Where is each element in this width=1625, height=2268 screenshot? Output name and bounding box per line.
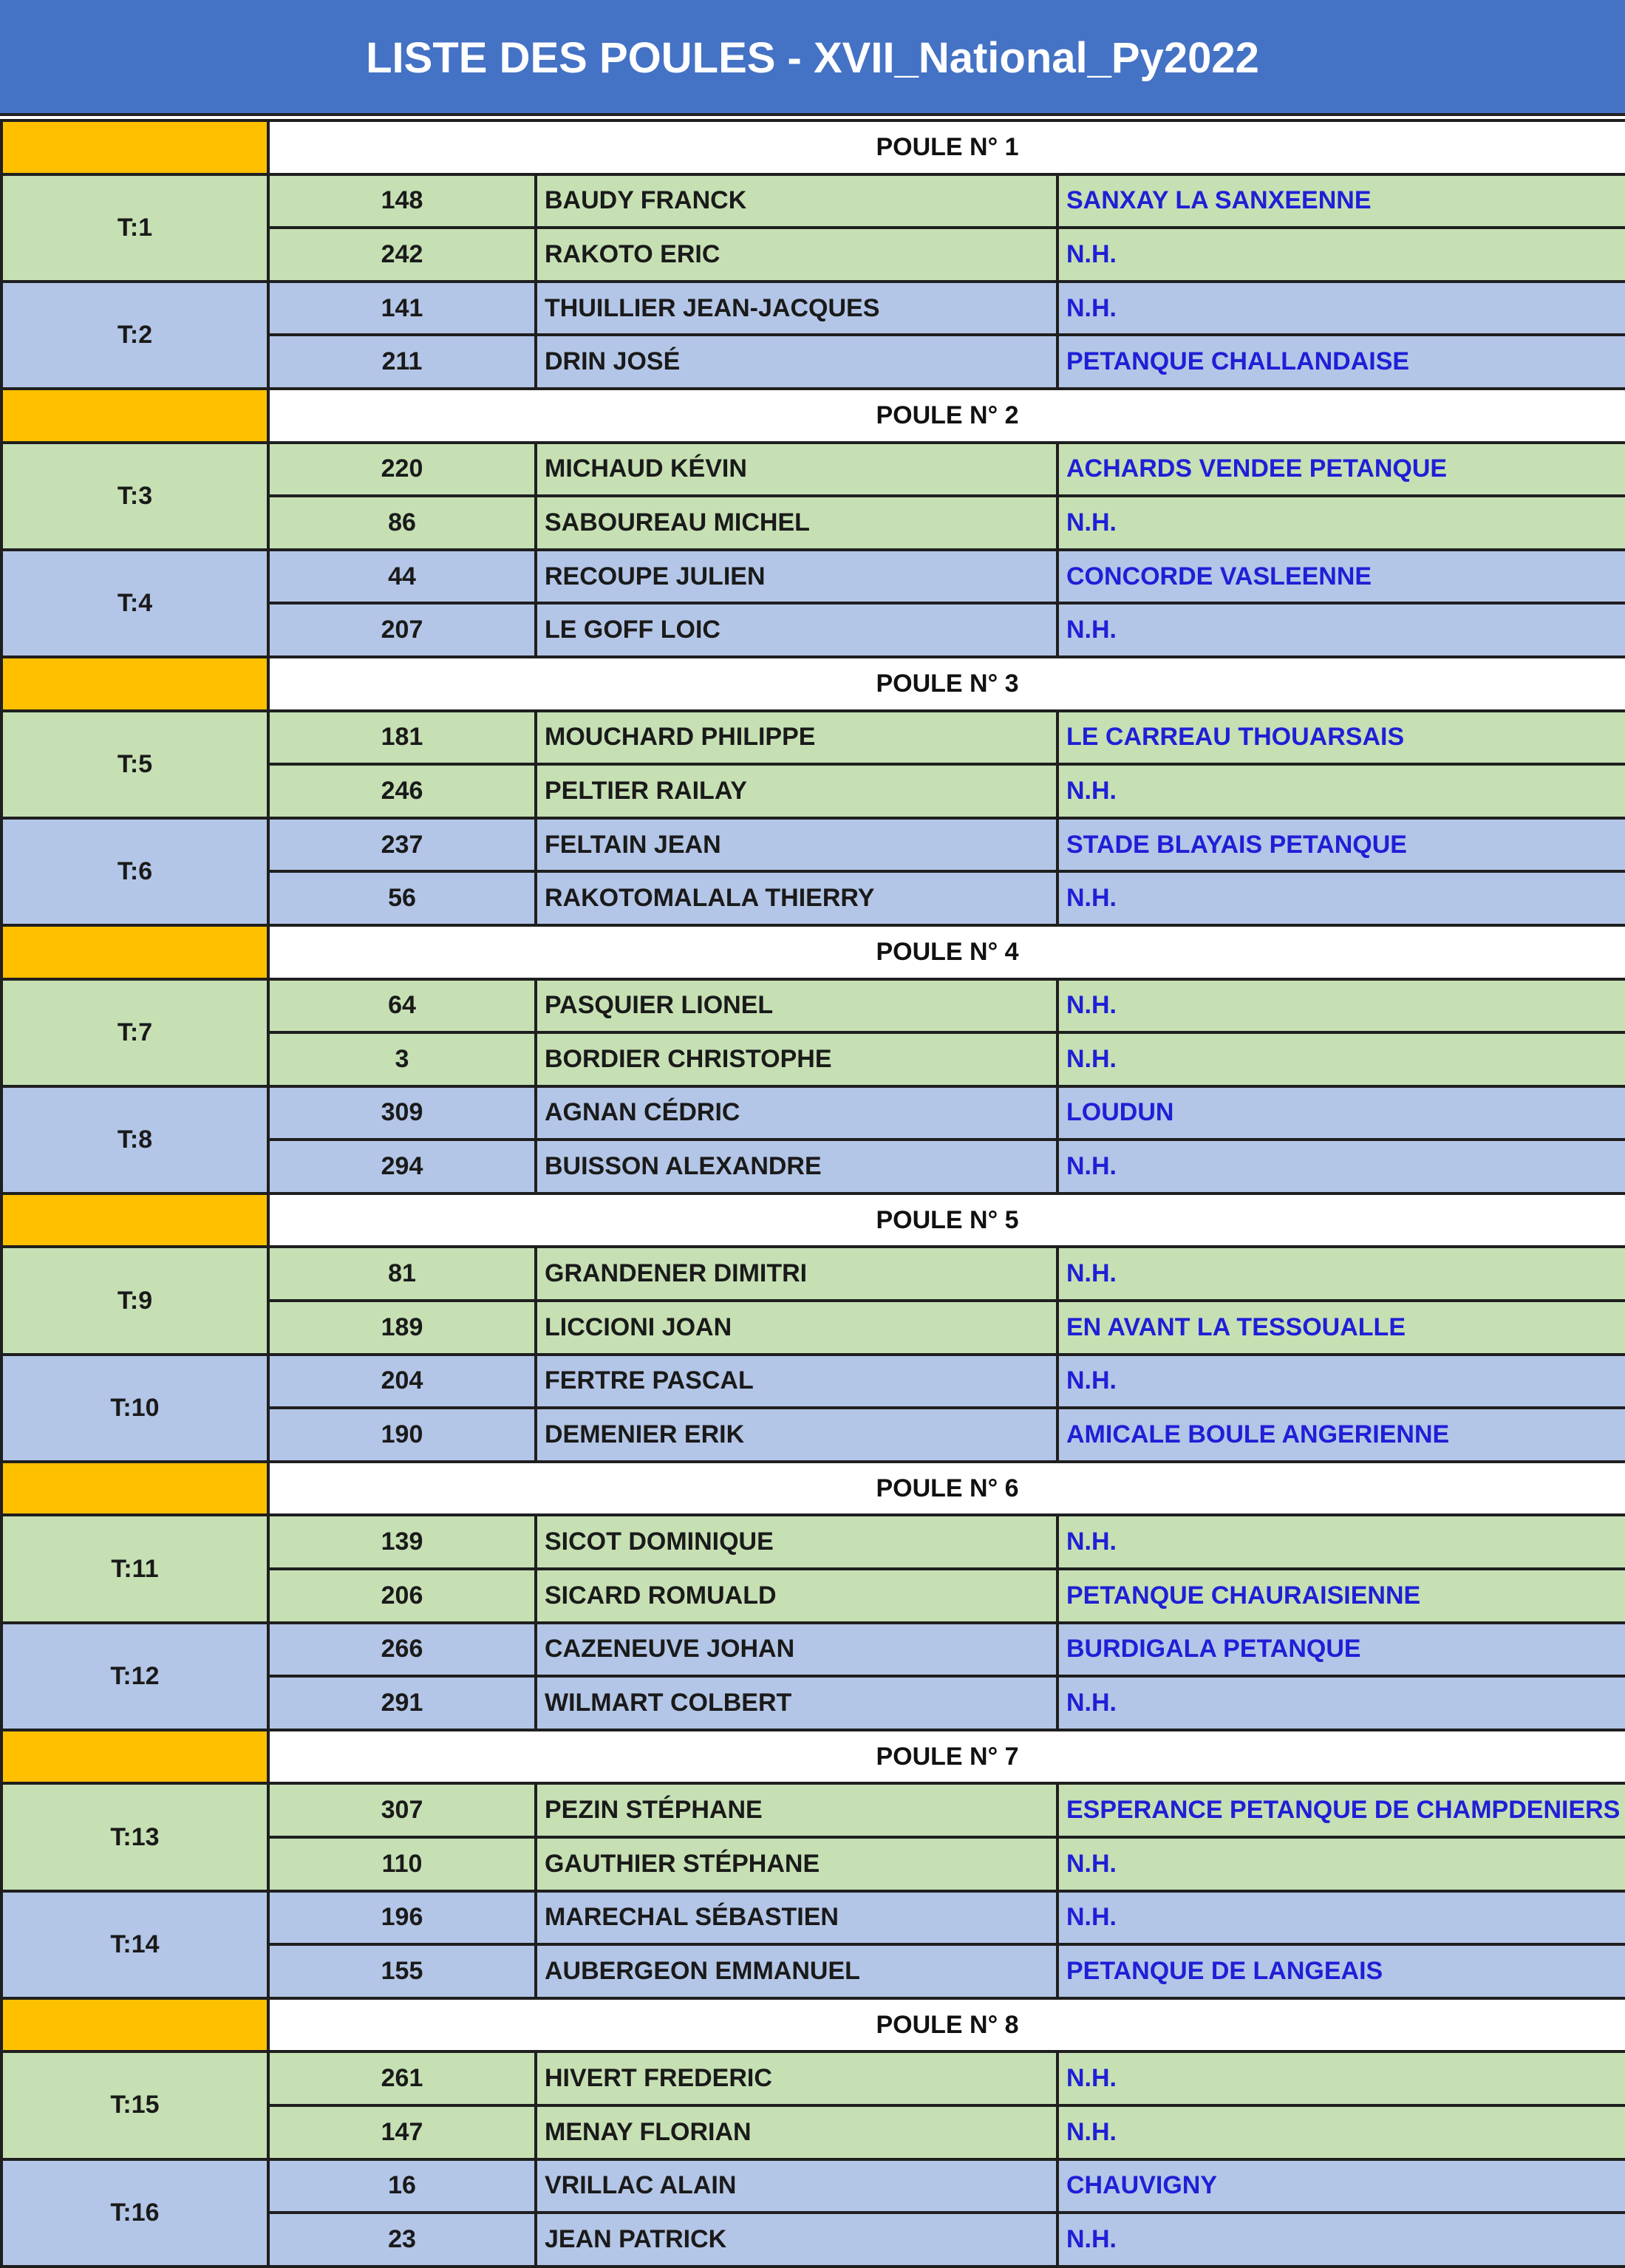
player-number-cell: 148	[268, 174, 536, 228]
player-number-cell: 3	[268, 1032, 536, 1086]
player-club-cell: AMICALE BOULE ANGERIENNE	[1057, 1408, 1625, 1462]
team-id-cell: T:8	[1, 1086, 268, 1193]
player-number-cell: 204	[268, 1355, 536, 1409]
player-name-cell: SICARD ROMUALD	[536, 1569, 1057, 1623]
player-number-cell: 190	[268, 1408, 536, 1462]
player-club-cell: SANXAY LA SANXEENNE	[1057, 174, 1625, 228]
player-club-cell: N.H.	[1057, 1140, 1625, 1193]
player-number-cell: 291	[268, 1676, 536, 1730]
player-number-cell: 44	[268, 550, 536, 604]
player-number-cell: 261	[268, 2051, 536, 2105]
poule-header-row	[1, 1462, 1625, 1516]
player-number-cell: 155	[268, 1944, 536, 1998]
player-name-cell: RAKOTO ERIC	[536, 228, 1057, 282]
player-name-cell: BUISSON ALEXANDRE	[536, 1140, 1057, 1193]
player-row	[1, 1783, 1625, 1837]
player-row	[1, 1515, 1625, 1569]
poule-label: POULE N° 4	[268, 925, 1625, 979]
player-club-cell: N.H.	[1057, 2105, 1625, 2159]
player-club-cell: LOUDUN	[1057, 1086, 1625, 1140]
poule-accent-cell	[1, 1998, 268, 2052]
player-row	[1, 443, 1625, 497]
player-club-cell: N.H.	[1057, 496, 1625, 550]
player-club-cell: EN AVANT LA TESSOUALLE	[1057, 1301, 1625, 1355]
poule-label: POULE N° 2	[268, 389, 1625, 443]
player-name-cell: PASQUIER LIONEL	[536, 979, 1057, 1033]
player-number-cell: 181	[268, 711, 536, 765]
poule-label: POULE N° 5	[268, 1193, 1625, 1247]
player-number-cell: 56	[268, 871, 536, 925]
team-id-cell: T:5	[1, 711, 268, 818]
player-club-cell: STADE BLAYAIS PETANQUE	[1057, 818, 1625, 872]
player-club-cell: N.H.	[1057, 1355, 1625, 1409]
poule-header-row	[1, 1730, 1625, 1784]
team-id-cell: T:1	[1, 174, 268, 282]
poules-table-body	[1, 120, 1625, 2267]
player-club-cell: PETANQUE DE LANGEAIS	[1057, 1944, 1625, 1998]
player-name-cell: RAKOTOMALALA THIERRY	[536, 871, 1057, 925]
player-row	[1, 818, 1625, 872]
poule-accent-cell	[1, 1193, 268, 1247]
player-name-cell: FELTAIN JEAN	[536, 818, 1057, 872]
poule-accent-cell	[1, 657, 268, 711]
team-id-cell: T:12	[1, 1623, 268, 1730]
player-row	[1, 979, 1625, 1033]
team-id-cell: T:3	[1, 443, 268, 550]
team-id-cell: T:14	[1, 1891, 268, 1998]
player-club-cell: N.H.	[1057, 603, 1625, 657]
player-club-cell: ACHARDS VENDEE PETANQUE	[1057, 443, 1625, 497]
poule-accent-cell	[1, 1730, 268, 1784]
player-name-cell: SABOUREAU MICHEL	[536, 496, 1057, 550]
player-name-cell: WILMART COLBERT	[536, 1676, 1057, 1730]
player-club-cell: N.H.	[1057, 1891, 1625, 1945]
player-club-cell: N.H.	[1057, 1837, 1625, 1891]
player-number-cell: 110	[268, 1837, 536, 1891]
player-number-cell: 86	[268, 496, 536, 550]
player-name-cell: SICOT DOMINIQUE	[536, 1515, 1057, 1569]
player-club-cell: CONCORDE VASLEENNE	[1057, 550, 1625, 604]
team-id-cell: T:11	[1, 1515, 268, 1622]
player-number-cell: 242	[268, 228, 536, 282]
player-name-cell: DEMENIER ERIK	[536, 1408, 1057, 1462]
player-club-cell: N.H.	[1057, 979, 1625, 1033]
player-name-cell: MARECHAL SÉBASTIEN	[536, 1891, 1057, 1945]
player-club-cell: N.H.	[1057, 2051, 1625, 2105]
player-name-cell: RECOUPE JULIEN	[536, 550, 1057, 604]
player-club-cell: CHAUVIGNY	[1057, 2159, 1625, 2213]
player-number-cell: 64	[268, 979, 536, 1033]
player-number-cell: 266	[268, 1623, 536, 1677]
team-id-cell: T:6	[1, 818, 268, 925]
player-number-cell: 246	[268, 764, 536, 818]
player-row	[1, 282, 1625, 336]
poule-accent-cell	[1, 389, 268, 443]
player-number-cell: 206	[268, 1569, 536, 1623]
player-club-cell: LE CARREAU THOUARSAIS	[1057, 711, 1625, 765]
poule-header-row	[1, 925, 1625, 979]
player-name-cell: JEAN PATRICK	[536, 2213, 1057, 2267]
player-name-cell: BAUDY FRANCK	[536, 174, 1057, 228]
player-number-cell: 309	[268, 1086, 536, 1140]
player-number-cell: 81	[268, 1247, 536, 1301]
poule-label: POULE N° 7	[268, 1730, 1625, 1784]
player-name-cell: DRIN JOSÉ	[536, 335, 1057, 389]
player-club-cell: PETANQUE CHAURAISIENNE	[1057, 1569, 1625, 1623]
team-id-cell: T:4	[1, 550, 268, 657]
player-number-cell: 141	[268, 282, 536, 336]
poule-label: POULE N° 8	[268, 1998, 1625, 2052]
player-name-cell: HIVERT FREDERIC	[536, 2051, 1057, 2105]
poule-header-row	[1, 657, 1625, 711]
poule-accent-cell	[1, 925, 268, 979]
player-row	[1, 2159, 1625, 2213]
player-number-cell: 220	[268, 443, 536, 497]
player-name-cell: LE GOFF LOIC	[536, 603, 1057, 657]
team-id-cell: T:9	[1, 1247, 268, 1354]
poule-accent-cell	[1, 1462, 268, 1516]
player-row	[1, 1355, 1625, 1409]
page-title: LISTE DES POULES - XVII_National_Py2022	[0, 0, 1625, 116]
player-name-cell: MOUCHARD PHILIPPE	[536, 711, 1057, 765]
poule-header-row	[1, 120, 1625, 174]
player-club-cell: N.H.	[1057, 1676, 1625, 1730]
player-club-cell: N.H.	[1057, 1247, 1625, 1301]
player-name-cell: GRANDENER DIMITRI	[536, 1247, 1057, 1301]
player-name-cell: AUBERGEON EMMANUEL	[536, 1944, 1057, 1998]
player-name-cell: PEZIN STÉPHANE	[536, 1783, 1057, 1837]
player-club-cell: N.H.	[1057, 764, 1625, 818]
player-club-cell: N.H.	[1057, 871, 1625, 925]
player-number-cell: 23	[268, 2213, 536, 2267]
team-id-cell: T:13	[1, 1783, 268, 1890]
player-name-cell: MICHAUD KÉVIN	[536, 443, 1057, 497]
player-row	[1, 174, 1625, 228]
player-number-cell: 16	[268, 2159, 536, 2213]
player-row	[1, 1247, 1625, 1301]
player-club-cell: N.H.	[1057, 1515, 1625, 1569]
poule-label: POULE N° 6	[268, 1462, 1625, 1516]
team-id-cell: T:10	[1, 1355, 268, 1462]
player-name-cell: BORDIER CHRISTOPHE	[536, 1032, 1057, 1086]
player-number-cell: 189	[268, 1301, 536, 1355]
player-number-cell: 139	[268, 1515, 536, 1569]
team-id-cell: T:15	[1, 2051, 268, 2159]
player-name-cell: MENAY FLORIAN	[536, 2105, 1057, 2159]
player-name-cell: VRILLAC ALAIN	[536, 2159, 1057, 2213]
player-club-cell: ESPERANCE PETANQUE DE CHAMPDENIERS	[1057, 1783, 1625, 1837]
player-number-cell: 294	[268, 1140, 536, 1193]
player-name-cell: THUILLIER JEAN-JACQUES	[536, 282, 1057, 336]
player-number-cell: 207	[268, 603, 536, 657]
player-name-cell: CAZENEUVE JOHAN	[536, 1623, 1057, 1677]
player-number-cell: 211	[268, 335, 536, 389]
team-id-cell: T:16	[1, 2159, 268, 2267]
poule-label: POULE N° 3	[268, 657, 1625, 711]
poule-label: POULE N° 1	[268, 120, 1625, 174]
team-id-cell: T:7	[1, 979, 268, 1086]
player-row	[1, 2051, 1625, 2105]
player-club-cell: N.H.	[1057, 1032, 1625, 1086]
poule-header-row	[1, 389, 1625, 443]
player-club-cell: N.H.	[1057, 228, 1625, 282]
player-name-cell: FERTRE PASCAL	[536, 1355, 1057, 1409]
player-name-cell: GAUTHIER STÉPHANE	[536, 1837, 1057, 1891]
poule-header-row	[1, 1998, 1625, 2052]
team-id-cell: T:2	[1, 282, 268, 389]
player-club-cell: BURDIGALA PETANQUE	[1057, 1623, 1625, 1677]
player-row	[1, 1086, 1625, 1140]
player-number-cell: 307	[268, 1783, 536, 1837]
player-row	[1, 1891, 1625, 1945]
player-row	[1, 550, 1625, 604]
poule-accent-cell	[1, 120, 268, 174]
player-club-cell: N.H.	[1057, 2213, 1625, 2267]
poules-table	[0, 119, 1625, 2268]
player-row	[1, 711, 1625, 765]
player-number-cell: 237	[268, 818, 536, 872]
player-club-cell: PETANQUE CHALLANDAISE	[1057, 335, 1625, 389]
poule-header-row	[1, 1193, 1625, 1247]
player-name-cell: LICCIONI JOAN	[536, 1301, 1057, 1355]
player-number-cell: 147	[268, 2105, 536, 2159]
player-number-cell: 196	[268, 1891, 536, 1945]
player-row	[1, 1623, 1625, 1677]
player-name-cell: PELTIER RAILAY	[536, 764, 1057, 818]
player-club-cell: N.H.	[1057, 282, 1625, 336]
player-name-cell: AGNAN CÉDRIC	[536, 1086, 1057, 1140]
